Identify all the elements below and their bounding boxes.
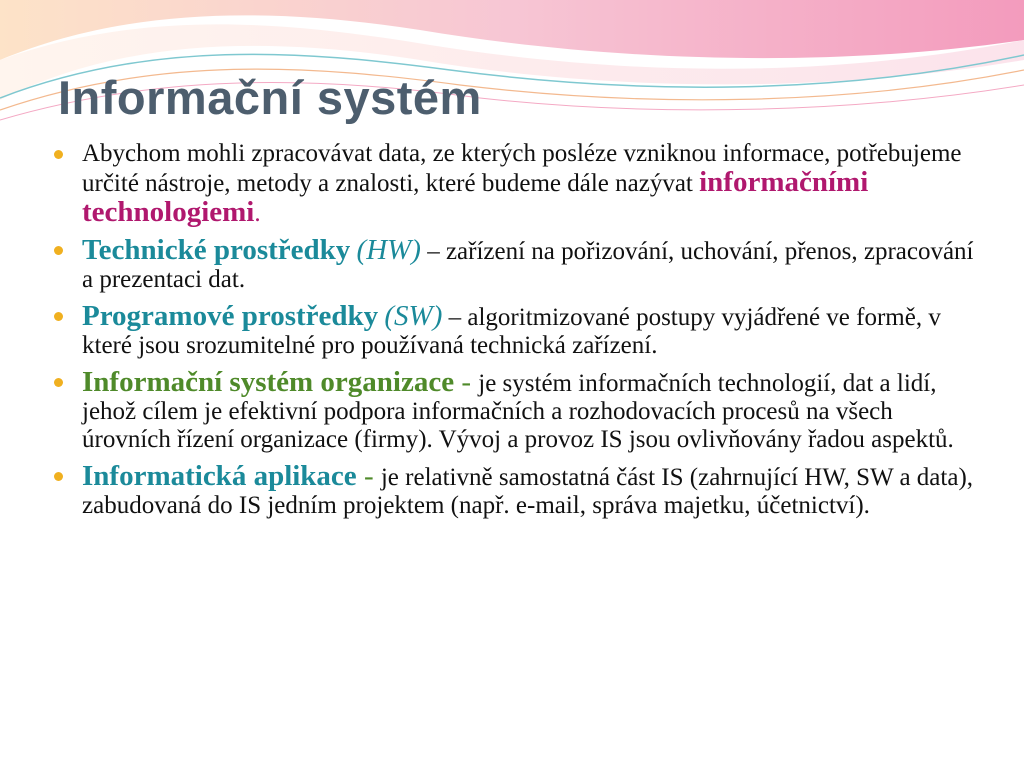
bullet-dot-icon bbox=[54, 378, 63, 387]
bullet-abbr: (SW) bbox=[384, 300, 443, 332]
bullet-text: – zařízení na pořizování, uchování, přenos, zpracování a prezentaci dat. bbox=[82, 238, 974, 293]
bullet-list bbox=[52, 140, 982, 528]
list-item bbox=[52, 140, 982, 228]
bullet-term: Programové prostředky bbox=[82, 300, 379, 332]
list-item bbox=[52, 236, 982, 294]
page-title: Informační systém bbox=[58, 71, 482, 124]
bullet-dot-icon bbox=[54, 246, 63, 255]
list-item bbox=[52, 462, 982, 520]
bullet-dot-icon bbox=[54, 472, 63, 481]
bullet-dot-icon bbox=[54, 150, 63, 159]
bullet-text: je relativně samostatná část IS (zahrnující HW, SW a data), zabudovaná do IS jedním projektem (např. e-mail, správa majetku, účetnictví). bbox=[82, 464, 974, 519]
bullet-text-end: . bbox=[254, 200, 261, 227]
bullet-text: Abychom mohli zpracovávat data, ze kterých posléze vzniknou informace, potřebujeme určité nástroje, metody a znalosti, které budeme dále nazývat bbox=[82, 140, 962, 197]
bullet-term: Informatická aplikace bbox=[82, 460, 357, 492]
bullet-dot-icon bbox=[54, 312, 63, 321]
bullet-separator: - bbox=[356, 460, 381, 492]
bullet-separator: - bbox=[454, 366, 479, 398]
bullet-term: Technické prostředky bbox=[82, 234, 351, 266]
bullet-term: Informační systém organizace bbox=[82, 366, 455, 398]
bullet-text: je systém informačních technologií, dat a lidí, jehož cílem je efektivní podpora informačních a rozhodovacích procesů na všech úrovních řízení organizace (firmy). Vývoj a provoz IS jsou ovlivňovány řadou aspektů. bbox=[82, 370, 954, 453]
bullet-text: – algoritmizované postupy vyjádřené ve formě, v které jsou srozumitelné pro používaná technická zařízení. bbox=[82, 304, 941, 359]
bullet-term: informačními technologiemi bbox=[82, 166, 869, 228]
list-item bbox=[52, 368, 982, 454]
bullet-abbr: (HW) bbox=[356, 234, 421, 266]
list-item bbox=[52, 302, 982, 360]
